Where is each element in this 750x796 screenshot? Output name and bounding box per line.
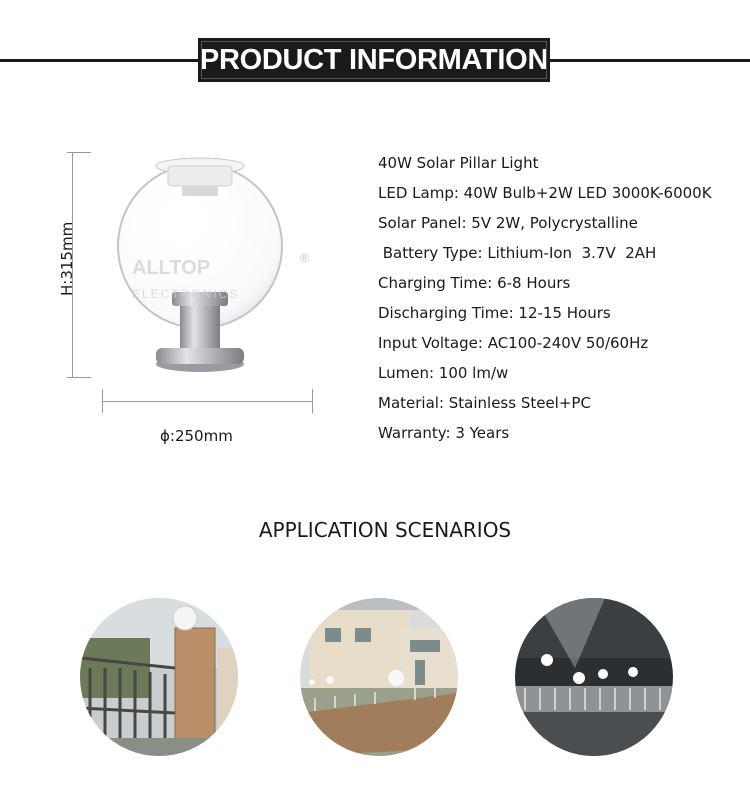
spec-solar-panel: Solar Panel: 5V 2W, Polycrystalline (378, 214, 638, 232)
spec-charging-time: Charging Time: 6-8 Hours (378, 274, 571, 292)
applications-title: APPLICATION SCENARIOS (258, 518, 512, 542)
spec-material: Material: Stainless Steel+PC (378, 394, 591, 412)
steel-post (180, 306, 220, 348)
product-figure (40, 135, 340, 455)
spec-battery: Battery Type: Lithium-Ion 3.7V 2AH (378, 244, 657, 262)
lamp-image (110, 152, 320, 382)
house-fence-scene (300, 598, 458, 756)
page-title: PRODUCT INFORMATION (199, 43, 549, 76)
spec-warranty: Warranty: 3 Years (378, 424, 510, 442)
spec-led-lamp: LED Lamp: 40W Bulb+2W LED 3000K-6000K (378, 184, 712, 202)
night-fence-scene (515, 598, 673, 756)
diameter-dimension-line (102, 401, 312, 402)
spec-title: 40W Solar Pillar Light (378, 154, 539, 172)
gate-pillar-scene (80, 598, 238, 756)
watermark-subtitle: ELECTRONICS (132, 287, 240, 301)
spec-list (378, 148, 712, 448)
steel-base (156, 348, 244, 364)
height-label: H:315mm (58, 221, 76, 296)
spec-input-voltage: Input Voltage: AC100-240V 50/60Hz (378, 334, 649, 352)
section-header (198, 38, 550, 82)
height-dimension-cap-top (67, 152, 91, 153)
diameter-label: ϕ:250mm (160, 427, 233, 445)
led-module (182, 186, 218, 196)
header-rule-left (0, 59, 200, 62)
registered-mark: ® (300, 251, 309, 265)
height-dimension-cap-bottom (67, 377, 91, 378)
diameter-dimension-cap-left (102, 389, 103, 413)
cap-body (168, 166, 232, 186)
spec-discharging-time: Discharging Time: 12-15 Hours (378, 304, 611, 322)
spec-lumen: Lumen: 100 lm/w (378, 364, 509, 382)
watermark-brand: ALLTOP (132, 257, 211, 279)
diameter-dimension-cap-right (312, 389, 313, 413)
header-rule-right (550, 59, 750, 62)
